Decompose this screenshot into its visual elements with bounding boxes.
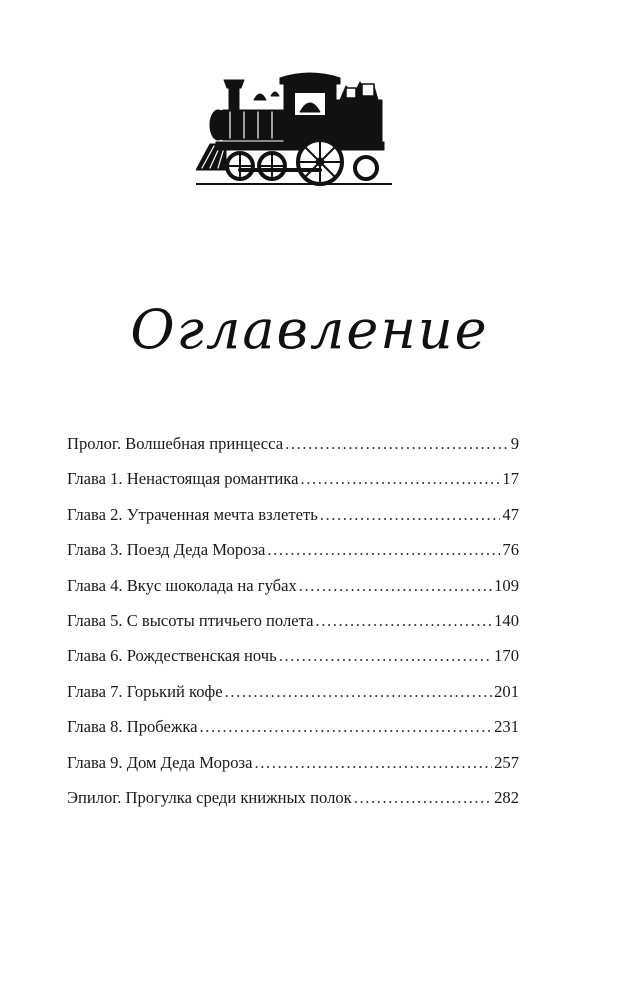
- toc-leader-dots: [254, 753, 492, 773]
- toc-entry: [67, 505, 519, 540]
- toc-leader-dots: [200, 717, 493, 737]
- toc-entry-title: Эпилог. Прогулка среди книжных полок: [67, 787, 352, 807]
- toc-entry: [67, 753, 519, 788]
- toc-entry: [67, 469, 519, 504]
- toc-entry-page: 201: [494, 681, 519, 701]
- toc-leader-dots: [354, 788, 492, 808]
- toc-leader-dots: [300, 469, 500, 489]
- toc-entry-title: Пролог. Волшебная принцесса: [67, 434, 284, 453]
- toc-entry-title: Глава 6. Рождественская ночь: [67, 646, 277, 666]
- toc-leader-dots: [285, 434, 509, 454]
- table-of-contents: [67, 434, 519, 823]
- toc-entry-title: Глава 5. С высоты птичьего полета: [67, 610, 314, 630]
- toc-entry-page: 47: [502, 504, 519, 524]
- locomotive-illustration: [196, 66, 392, 190]
- toc-leader-dots: [267, 540, 500, 560]
- toc-entry-title: Глава 3. Поезд Деда Мороза: [67, 540, 266, 560]
- steam-locomotive-icon: [196, 66, 392, 190]
- toc-entry-title: Глава 9. Дом Деда Мороза: [67, 752, 253, 772]
- toc-entry: [67, 682, 519, 717]
- toc-entry: [67, 576, 519, 611]
- toc-entry-page: 231: [494, 717, 519, 737]
- toc-leader-dots: [299, 576, 492, 596]
- toc-leader-dots: [315, 611, 492, 631]
- toc-entry: [67, 540, 519, 575]
- toc-entry: [67, 434, 519, 469]
- page-title: Оглавление: [130, 298, 489, 362]
- toc-leader-dots: [279, 646, 492, 666]
- toc-entry-title: Глава 1. Ненастоящая романтика: [67, 469, 299, 489]
- toc-entry: [67, 717, 519, 752]
- toc-entry-page: 140: [494, 610, 519, 630]
- toc-entry-page: 9: [510, 434, 519, 453]
- toc-entry-page: 109: [494, 575, 519, 595]
- toc-entry-page: 170: [494, 646, 519, 666]
- toc-entry-title: Глава 2. Утраченная мечта взлететь: [67, 504, 318, 524]
- toc-entry: [67, 646, 519, 681]
- toc-entry-page: 76: [502, 540, 519, 560]
- toc-entry: [67, 788, 519, 823]
- toc-entry: [67, 611, 519, 646]
- toc-entry-title: Глава 7. Горький кофе: [67, 681, 223, 701]
- toc-entry-title: Глава 8. Пробежка: [67, 717, 198, 737]
- toc-leader-dots: [320, 505, 501, 525]
- toc-entry-page: 257: [494, 752, 519, 772]
- toc-leader-dots: [225, 682, 492, 702]
- toc-entry-page: 17: [502, 469, 519, 489]
- toc-entry-page: 282: [494, 787, 519, 807]
- toc-entry-title: Глава 4. Вкус шоколада на губах: [67, 575, 297, 595]
